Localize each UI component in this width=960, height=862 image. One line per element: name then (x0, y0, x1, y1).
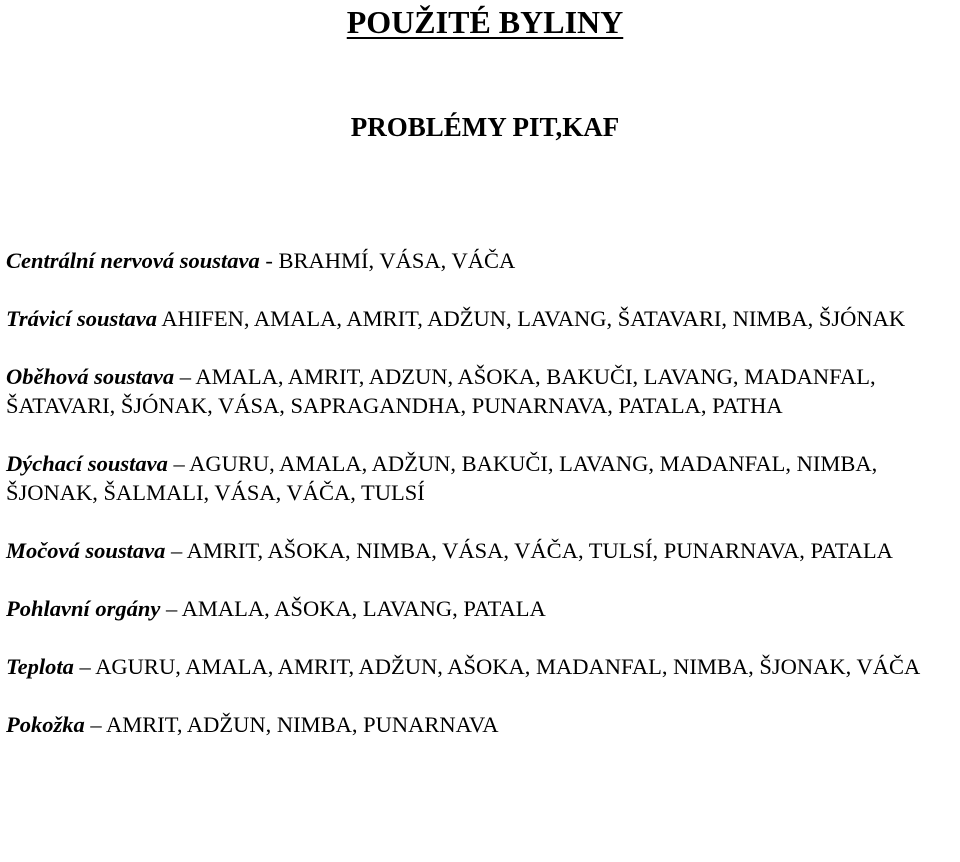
entry-herbs: AHIFEN, AMALA, AMRIT, ADŽUN, LAVANG, ŠATAVARI, NIMBA, ŠJÓNAK (161, 306, 906, 331)
entry-nervous-system (6, 246, 956, 275)
entry-herbs: BRAHMÍ, VÁSA, VÁČA (278, 248, 516, 273)
entry-separator: – (174, 364, 196, 389)
entry-herbs: AMALA, AMRIT, ADZUN, AŠOKA, BAKUČI, LAVANG, MADANFAL, ŠATAVARI, ŠJÓNAK, VÁSA, SAPRAGANDHA, PUNARNAVA, PATALA, PATHA (6, 364, 876, 418)
entry-separator: – (73, 654, 96, 679)
entry-separator: – (167, 451, 190, 476)
entry-herbs: AGURU, AMALA, AMRIT, ADŽUN, AŠOKA, MADANFAL, NIMBA, ŠJONAK, VÁČA (95, 654, 921, 679)
entry-separator: – (165, 538, 187, 563)
entry-circulatory-system (6, 362, 956, 420)
entry-separator: – (84, 712, 107, 737)
entry-fever (6, 652, 956, 681)
entry-separator: – (160, 596, 182, 621)
entry-reproductive-organs (6, 594, 956, 623)
herb-list (6, 246, 956, 768)
page-subtitle: PROBLÉMY PIT,KAF (350, 112, 620, 142)
entry-herbs: AMRIT, ADŽUN, NIMBA, PUNARNAVA (106, 712, 499, 737)
entry-label: Centrální nervová soustava (6, 248, 260, 273)
entry-herbs: AMRIT, AŠOKA, NIMBA, VÁSA, VÁČA, TULSÍ, PUNARNAVA, PATALA (186, 538, 893, 563)
entry-digestive-system (6, 304, 956, 333)
entry-label: Oběhová soustava (6, 364, 175, 389)
entry-skin (6, 710, 956, 739)
entry-label: Trávicí soustava (6, 306, 158, 331)
entry-herbs: AMALA, AŠOKA, LAVANG, PATALA (181, 596, 546, 621)
entry-urinary-system (6, 536, 956, 565)
entry-label: Pohlavní orgány (6, 596, 161, 621)
entry-label: Dýchací soustava (6, 451, 168, 476)
entry-respiratory-system (6, 449, 956, 507)
entry-label: Teplota (6, 654, 74, 679)
entry-label: Pokožka (6, 712, 85, 737)
entry-label: Močová soustava (6, 538, 166, 563)
page-title: POUŽITÉ BYLINY (346, 4, 624, 40)
entry-herbs: AGURU, AMALA, ADŽUN, BAKUČI, LAVANG, MADANFAL, NIMBA, ŠJONAK, ŠALMALI, VÁSA, VÁČA, TULSÍ (6, 451, 878, 505)
entry-separator: - (259, 248, 279, 273)
